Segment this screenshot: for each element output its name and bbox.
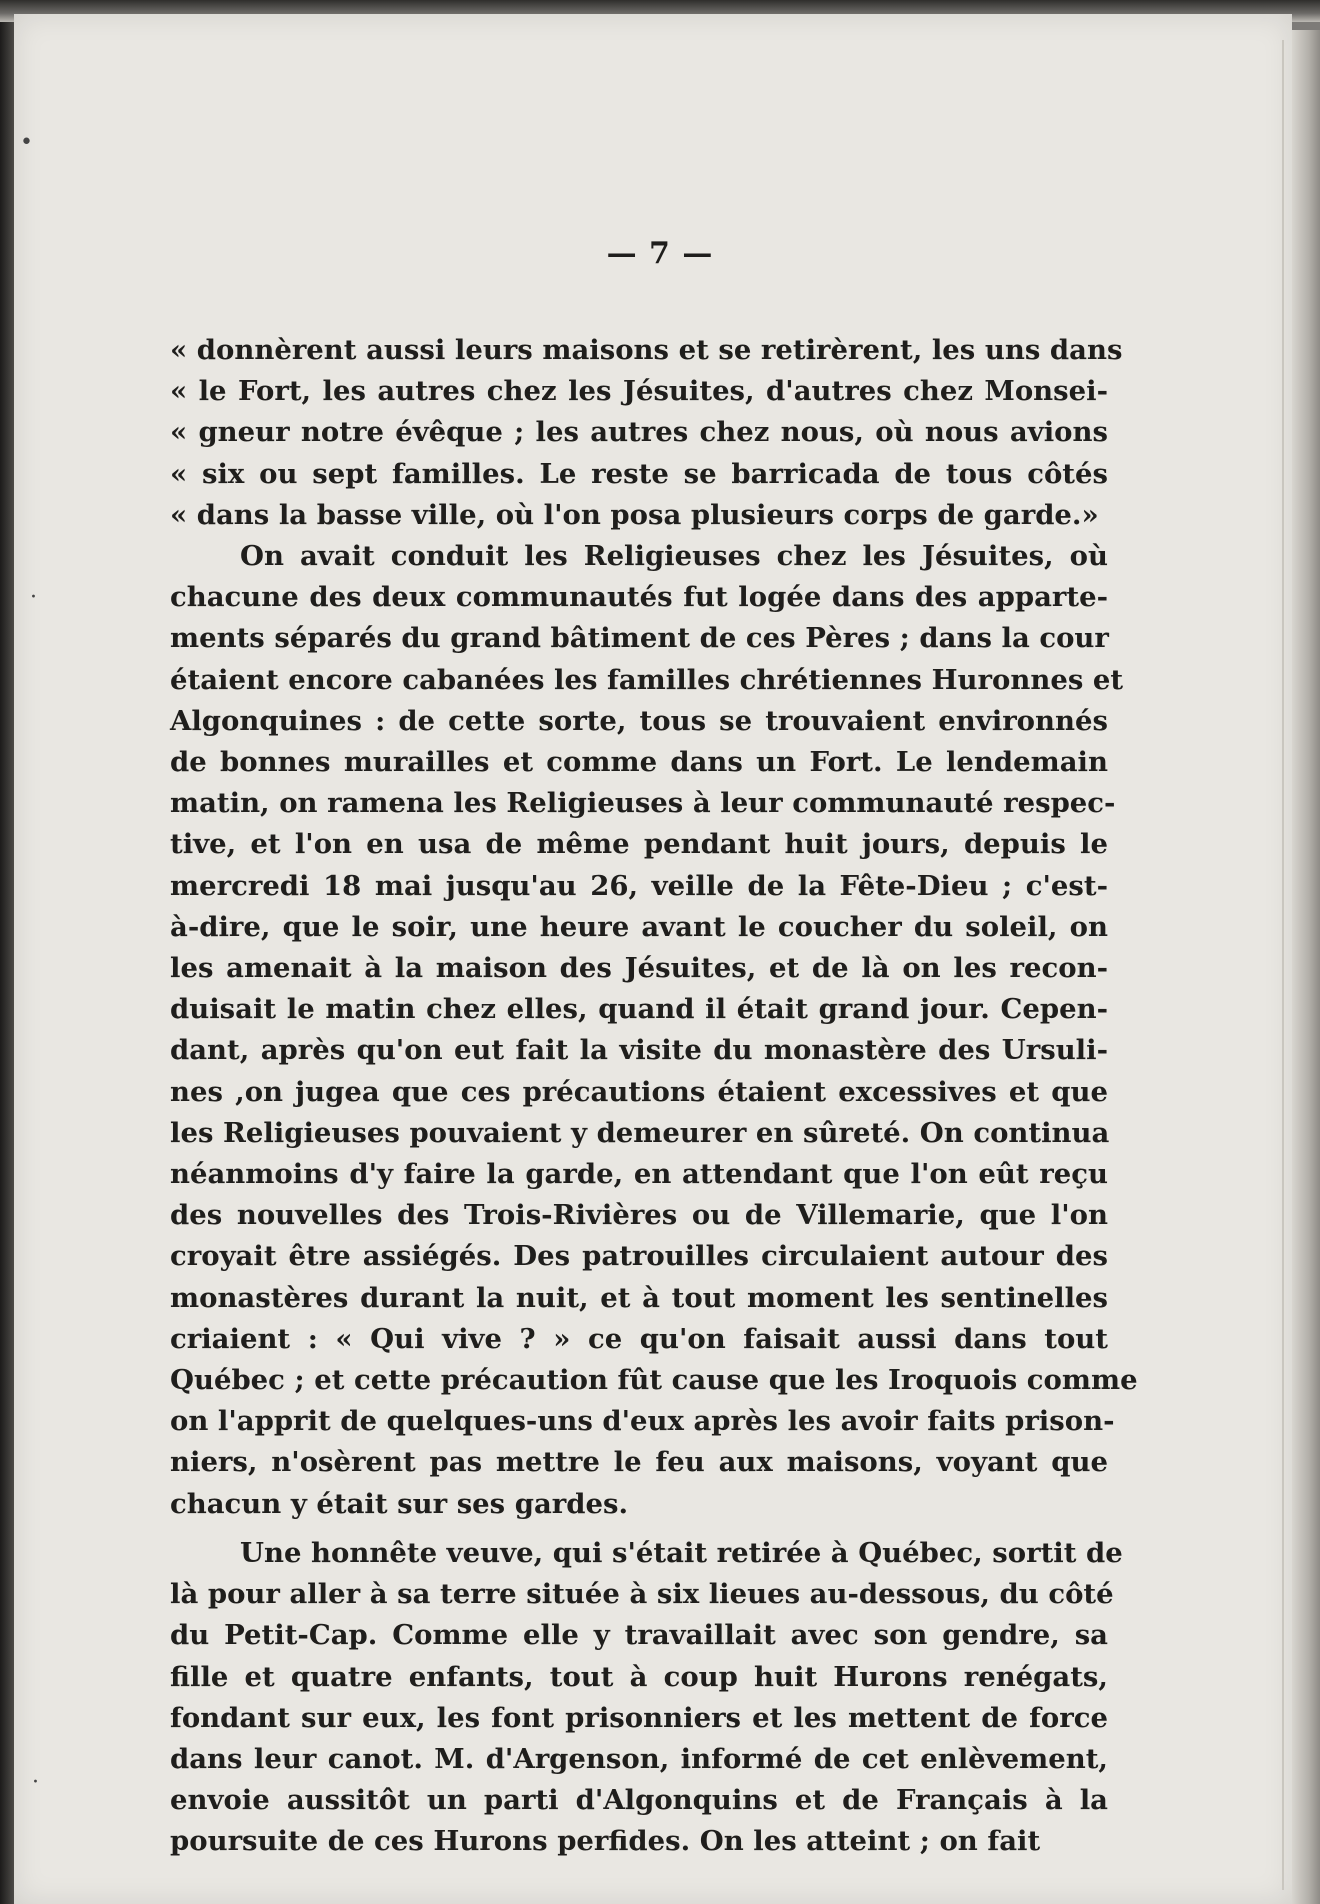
paragraph-gap bbox=[170, 1525, 1108, 1533]
text-line: criaient : « Qui vive ? » ce qu'on faisait aussi dans tout bbox=[170, 1322, 1108, 1355]
text-line: dans leur canot. M. d'Argenson, informé de cet enlèvement, bbox=[170, 1742, 1108, 1775]
text-line: « donnèrent aussi leurs maisons et se retirèrent, les uns dans bbox=[170, 334, 1123, 366]
text-line: des nouvelles des Trois-Rivières ou de Villemarie, que l'on bbox=[170, 1199, 1108, 1232]
text-line: « six ou sept familles. Le reste se barricada de tous côtés bbox=[170, 457, 1108, 490]
text-line: de bonnes murailles et comme dans un Fort. Le lendemain bbox=[170, 746, 1108, 779]
text-line: Algonquines : de cette sorte, tous se trouvaient environnés bbox=[170, 704, 1108, 737]
text-line: poursuite de ces Hurons perfides. On les atteint ; on fait bbox=[170, 1825, 1041, 1858]
text-line: les Religieuses pouvaient y demeurer en sûreté. On continua bbox=[170, 1116, 1110, 1149]
text-line: Québec ; et cette précaution fût cause que les Iroquois comme bbox=[170, 1364, 1138, 1397]
text-line: nes ,on jugea que ces précautions étaient excessives et que bbox=[170, 1075, 1108, 1108]
text-line: chacun y était sur ses gardes. bbox=[170, 1487, 629, 1520]
text-line: « dans la basse ville, où l'on posa plusieurs corps de garde.» bbox=[170, 498, 1099, 531]
paragraph bbox=[170, 536, 1138, 1525]
text-line: monastères durant la nuit, et à tout moment les sentinelles bbox=[170, 1281, 1108, 1314]
page-number: — 7 — bbox=[606, 236, 714, 271]
text-line: duisait le matin chez elles, quand il était grand jour. Cepen- bbox=[170, 993, 1108, 1026]
text-line: matin, on ramena les Religieuses à leur communauté respec- bbox=[170, 787, 1116, 820]
text-line: Une honnête veuve, qui s'était retirée à Québec, sortit de bbox=[240, 1536, 1123, 1569]
text-line: fille et quatre enfants, tout à coup huit Hurons renégats, bbox=[170, 1660, 1108, 1693]
text-line: du Petit-Cap. Comme elle y travaillait avec son gendre, sa bbox=[170, 1619, 1108, 1652]
book-binding-edge bbox=[0, 0, 14, 1904]
margin-speck: · bbox=[30, 585, 37, 610]
text-line: à-dire, que le soir, une heure avant le coucher du soleil, on bbox=[170, 910, 1108, 943]
text-line: ments séparés du grand bâtiment de ces Pères ; dans la cour bbox=[170, 622, 1109, 655]
text-line: envoie aussitôt un parti d'Algonquins et de Français à la bbox=[170, 1784, 1108, 1817]
text-line: On avait conduit les Religieuses chez les Jésuites, où bbox=[240, 540, 1108, 573]
body-text bbox=[170, 330, 1138, 1863]
margin-speck: · bbox=[32, 1770, 39, 1795]
text-line: étaient encore cabanées les familles chrétiennes Huronnes et bbox=[170, 663, 1124, 696]
text-line: chacune des deux communautés fut logée dans des apparte- bbox=[170, 581, 1108, 614]
text-line: fondant sur eux, les font prisonniers et les mettent de force bbox=[170, 1701, 1108, 1734]
page-right-edge bbox=[1292, 30, 1320, 1904]
text-line: croyait être assiégés. Des patrouilles circulaient autour des bbox=[170, 1240, 1108, 1273]
text-line: on l'apprit de quelques-uns d'eux après les avoir faits prison- bbox=[170, 1405, 1115, 1438]
text-line: niers, n'osèrent pas mettre le feu aux maisons, voyant que bbox=[170, 1446, 1108, 1479]
paragraph bbox=[170, 330, 1123, 536]
text-line: tive, et l'on en usa de même pendant huit jours, depuis le bbox=[170, 828, 1108, 861]
text-line: dant, après qu'on eut fait la visite du monastère des Ursuli- bbox=[170, 1034, 1108, 1067]
margin-speck: • bbox=[20, 130, 33, 155]
paragraph bbox=[170, 1533, 1123, 1863]
text-line: là pour aller à sa terre située à six lieues au-dessous, du côté bbox=[170, 1578, 1114, 1611]
text-line: néanmoins d'y faire la garde, en attendant que l'on eût reçu bbox=[170, 1158, 1108, 1191]
text-line: mercredi 18 mai jusqu'au 26, veille de la Fête-Dieu ; c'est- bbox=[170, 869, 1108, 902]
text-line: « gneur notre évêque ; les autres chez nous, où nous avions bbox=[170, 416, 1108, 449]
text-line: « le Fort, les autres chez les Jésuites, d'autres chez Monsei- bbox=[170, 375, 1108, 408]
text-line: les amenait à la maison des Jésuites, et de là on les recon- bbox=[170, 952, 1108, 985]
page-fold-line bbox=[1282, 40, 1284, 1890]
